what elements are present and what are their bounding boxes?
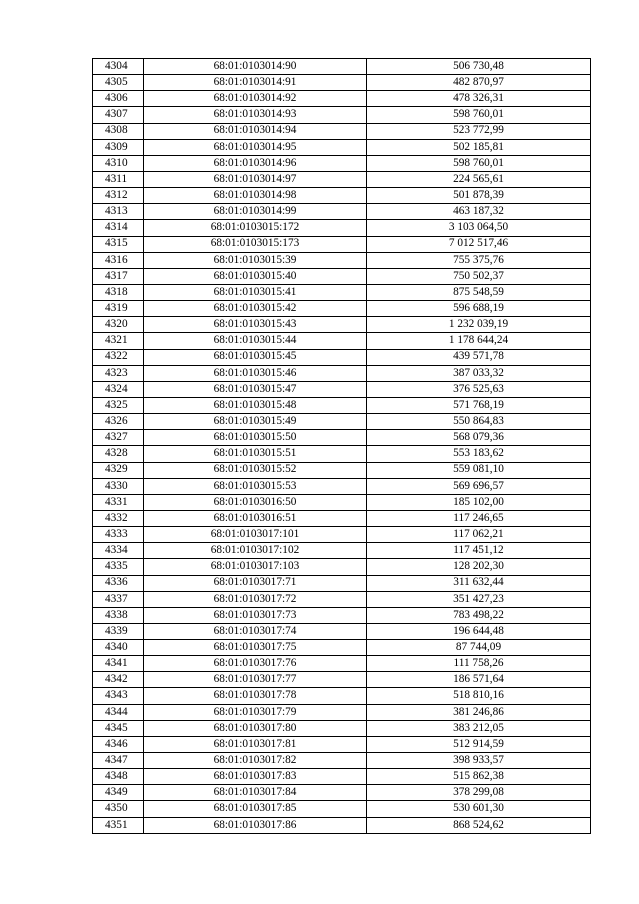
table-row (93, 381, 591, 397)
row-number-cell: 4325 (93, 397, 144, 413)
table-row (93, 736, 591, 752)
table-row (93, 801, 591, 817)
table-row (93, 640, 591, 656)
cadastral-value-cell: 530 601,30 (367, 801, 591, 817)
table-row (93, 720, 591, 736)
row-number-cell: 4329 (93, 462, 144, 478)
table-row (93, 236, 591, 252)
table-row (93, 446, 591, 462)
cadastral-number-cell: 68:01:0103015:172 (144, 220, 367, 236)
row-number-cell: 4309 (93, 139, 144, 155)
cadastral-number-cell: 68:01:0103017:102 (144, 543, 367, 559)
table-row (93, 527, 591, 543)
cadastral-number-cell: 68:01:0103014:91 (144, 75, 367, 91)
cadastral-value-cell: 383 212,05 (367, 720, 591, 736)
table-row (93, 252, 591, 268)
table-row (93, 478, 591, 494)
cadastral-value-cell: 351 427,23 (367, 591, 591, 607)
row-number-cell: 4338 (93, 607, 144, 623)
row-number-cell: 4327 (93, 430, 144, 446)
cadastral-value-cell: 478 326,31 (367, 91, 591, 107)
table-row (93, 220, 591, 236)
table-row (93, 559, 591, 575)
cadastral-number-cell: 68:01:0103014:97 (144, 171, 367, 187)
table-row (93, 769, 591, 785)
row-number-cell: 4311 (93, 171, 144, 187)
row-number-cell: 4310 (93, 155, 144, 171)
row-number-cell: 4324 (93, 381, 144, 397)
cadastral-number-cell: 68:01:0103015:39 (144, 252, 367, 268)
cadastral-value-cell: 196 644,48 (367, 623, 591, 639)
cadastral-value-cell: 376 525,63 (367, 381, 591, 397)
table-row (93, 494, 591, 510)
cadastral-value-cell: 186 571,64 (367, 672, 591, 688)
row-number-cell: 4322 (93, 349, 144, 365)
table-row (93, 139, 591, 155)
row-number-cell: 4339 (93, 623, 144, 639)
cadastral-value-cell: 3 103 064,50 (367, 220, 591, 236)
table-row (93, 188, 591, 204)
row-number-cell: 4318 (93, 284, 144, 300)
table-row (93, 430, 591, 446)
cadastral-value-cell: 550 864,83 (367, 414, 591, 430)
cadastral-value-cell: 398 933,57 (367, 753, 591, 769)
row-number-cell: 4351 (93, 817, 144, 833)
cadastral-value-cell: 185 102,00 (367, 494, 591, 510)
cadastral-value-cell: 482 870,97 (367, 75, 591, 91)
row-number-cell: 4340 (93, 640, 144, 656)
row-number-cell: 4328 (93, 446, 144, 462)
cadastral-number-cell: 68:01:0103017:74 (144, 623, 367, 639)
row-number-cell: 4348 (93, 769, 144, 785)
cadastral-value-cell: 598 760,01 (367, 107, 591, 123)
table-row (93, 817, 591, 833)
cadastral-number-cell: 68:01:0103014:90 (144, 59, 367, 75)
row-number-cell: 4314 (93, 220, 144, 236)
row-number-cell: 4333 (93, 527, 144, 543)
cadastral-number-cell: 68:01:0103015:43 (144, 317, 367, 333)
cadastral-value-cell: 568 079,36 (367, 430, 591, 446)
cadastral-number-cell: 68:01:0103017:79 (144, 704, 367, 720)
cadastral-value-cell: 559 081,10 (367, 462, 591, 478)
cadastral-number-cell: 68:01:0103014:98 (144, 188, 367, 204)
cadastral-number-cell: 68:01:0103017:73 (144, 607, 367, 623)
cadastral-value-cell: 224 565,61 (367, 171, 591, 187)
row-number-cell: 4304 (93, 59, 144, 75)
cadastral-number-cell: 68:01:0103017:103 (144, 559, 367, 575)
cadastral-value-cell: 523 772,99 (367, 123, 591, 139)
cadastral-number-cell: 68:01:0103017:72 (144, 591, 367, 607)
cadastral-value-cell: 1 178 644,24 (367, 333, 591, 349)
table-row (93, 414, 591, 430)
cadastral-number-cell: 68:01:0103015:52 (144, 462, 367, 478)
cadastral-number-cell: 68:01:0103015:48 (144, 397, 367, 413)
row-number-cell: 4307 (93, 107, 144, 123)
cadastral-number-cell: 68:01:0103017:86 (144, 817, 367, 833)
cadastral-value-cell: 515 862,38 (367, 769, 591, 785)
table-row (93, 91, 591, 107)
cadastral-value-cell: 506 730,48 (367, 59, 591, 75)
cadastral-number-cell: 68:01:0103014:94 (144, 123, 367, 139)
cadastral-number-cell: 68:01:0103014:95 (144, 139, 367, 155)
cadastral-value-cell: 512 914,59 (367, 736, 591, 752)
row-number-cell: 4349 (93, 785, 144, 801)
table-row (93, 688, 591, 704)
table-row (93, 204, 591, 220)
cadastral-number-cell: 68:01:0103016:51 (144, 510, 367, 526)
cadastral-value-cell: 875 548,59 (367, 284, 591, 300)
row-number-cell: 4305 (93, 75, 144, 91)
row-number-cell: 4308 (93, 123, 144, 139)
row-number-cell: 4336 (93, 575, 144, 591)
row-number-cell: 4334 (93, 543, 144, 559)
cadastral-value-cell: 117 246,65 (367, 510, 591, 526)
cadastral-value-cell: 439 571,78 (367, 349, 591, 365)
table-row (93, 268, 591, 284)
table-row (93, 575, 591, 591)
table-body (93, 59, 591, 834)
cadastral-value-cell: 501 878,39 (367, 188, 591, 204)
table-row (93, 623, 591, 639)
row-number-cell: 4313 (93, 204, 144, 220)
cadastral-number-cell: 68:01:0103017:101 (144, 527, 367, 543)
cadastral-number-cell: 68:01:0103015:50 (144, 430, 367, 446)
cadastral-number-cell: 68:01:0103017:75 (144, 640, 367, 656)
row-number-cell: 4350 (93, 801, 144, 817)
cadastral-value-cell: 111 758,26 (367, 656, 591, 672)
cadastral-value-cell: 87 744,09 (367, 640, 591, 656)
row-number-cell: 4321 (93, 333, 144, 349)
cadastral-number-cell: 68:01:0103015:53 (144, 478, 367, 494)
cadastral-number-cell: 68:01:0103017:80 (144, 720, 367, 736)
cadastral-value-cell: 378 299,08 (367, 785, 591, 801)
cadastral-number-cell: 68:01:0103015:42 (144, 301, 367, 317)
cadastral-value-cell: 755 375,76 (367, 252, 591, 268)
table-row (93, 785, 591, 801)
row-number-cell: 4341 (93, 656, 144, 672)
cadastral-number-cell: 68:01:0103017:82 (144, 753, 367, 769)
row-number-cell: 4332 (93, 510, 144, 526)
table-row (93, 301, 591, 317)
table-row (93, 397, 591, 413)
row-number-cell: 4331 (93, 494, 144, 510)
cadastral-value-cell: 381 246,86 (367, 704, 591, 720)
row-number-cell: 4330 (93, 478, 144, 494)
cadastral-value-table (92, 58, 591, 834)
row-number-cell: 4312 (93, 188, 144, 204)
row-number-cell: 4346 (93, 736, 144, 752)
cadastral-number-cell: 68:01:0103015:46 (144, 365, 367, 381)
table-row (93, 753, 591, 769)
table-row (93, 704, 591, 720)
table-row (93, 155, 591, 171)
cadastral-value-cell: 569 696,57 (367, 478, 591, 494)
cadastral-number-cell: 68:01:0103017:76 (144, 656, 367, 672)
cadastral-number-cell: 68:01:0103017:71 (144, 575, 367, 591)
cadastral-value-cell: 553 183,62 (367, 446, 591, 462)
row-number-cell: 4337 (93, 591, 144, 607)
table-row (93, 123, 591, 139)
cadastral-number-cell: 68:01:0103015:40 (144, 268, 367, 284)
cadastral-number-cell: 68:01:0103017:85 (144, 801, 367, 817)
table-row (93, 607, 591, 623)
cadastral-value-cell: 868 524,62 (367, 817, 591, 833)
row-number-cell: 4317 (93, 268, 144, 284)
table-row (93, 284, 591, 300)
table-row (93, 317, 591, 333)
cadastral-value-cell: 750 502,37 (367, 268, 591, 284)
table-row (93, 107, 591, 123)
row-number-cell: 4315 (93, 236, 144, 252)
cadastral-value-cell: 463 187,32 (367, 204, 591, 220)
row-number-cell: 4345 (93, 720, 144, 736)
table-row (93, 656, 591, 672)
cadastral-number-cell: 68:01:0103015:49 (144, 414, 367, 430)
table-row (93, 543, 591, 559)
cadastral-value-cell: 502 185,81 (367, 139, 591, 155)
cadastral-value-cell: 7 012 517,46 (367, 236, 591, 252)
cadastral-number-cell: 68:01:0103014:96 (144, 155, 367, 171)
table-row (93, 333, 591, 349)
row-number-cell: 4320 (93, 317, 144, 333)
cadastral-value-cell: 598 760,01 (367, 155, 591, 171)
cadastral-number-cell: 68:01:0103016:50 (144, 494, 367, 510)
cadastral-number-cell: 68:01:0103017:77 (144, 672, 367, 688)
cadastral-value-cell: 596 688,19 (367, 301, 591, 317)
cadastral-value-cell: 117 062,21 (367, 527, 591, 543)
cadastral-number-cell: 68:01:0103017:81 (144, 736, 367, 752)
table-row (93, 672, 591, 688)
cadastral-number-cell: 68:01:0103014:92 (144, 91, 367, 107)
cadastral-number-cell: 68:01:0103015:47 (144, 381, 367, 397)
table-row (93, 59, 591, 75)
row-number-cell: 4335 (93, 559, 144, 575)
row-number-cell: 4326 (93, 414, 144, 430)
cadastral-value-cell: 783 498,22 (367, 607, 591, 623)
table-row (93, 462, 591, 478)
cadastral-value-cell: 1 232 039,19 (367, 317, 591, 333)
row-number-cell: 4323 (93, 365, 144, 381)
table-row (93, 365, 591, 381)
row-number-cell: 4319 (93, 301, 144, 317)
cadastral-number-cell: 68:01:0103015:44 (144, 333, 367, 349)
cadastral-number-cell: 68:01:0103015:173 (144, 236, 367, 252)
row-number-cell: 4343 (93, 688, 144, 704)
row-number-cell: 4316 (93, 252, 144, 268)
row-number-cell: 4347 (93, 753, 144, 769)
cadastral-value-cell: 518 810,16 (367, 688, 591, 704)
row-number-cell: 4306 (93, 91, 144, 107)
row-number-cell: 4344 (93, 704, 144, 720)
cadastral-number-cell: 68:01:0103015:41 (144, 284, 367, 300)
cadastral-number-cell: 68:01:0103014:93 (144, 107, 367, 123)
cadastral-value-cell: 311 632,44 (367, 575, 591, 591)
cadastral-number-cell: 68:01:0103017:78 (144, 688, 367, 704)
cadastral-number-cell: 68:01:0103015:51 (144, 446, 367, 462)
cadastral-number-cell: 68:01:0103015:45 (144, 349, 367, 365)
cadastral-number-cell: 68:01:0103017:83 (144, 769, 367, 785)
row-number-cell: 4342 (93, 672, 144, 688)
table-row (93, 75, 591, 91)
cadastral-number-cell: 68:01:0103017:84 (144, 785, 367, 801)
table-row (93, 171, 591, 187)
cadastral-value-cell: 128 202,30 (367, 559, 591, 575)
cadastral-value-cell: 387 033,32 (367, 365, 591, 381)
table-row (93, 349, 591, 365)
cadastral-number-cell: 68:01:0103014:99 (144, 204, 367, 220)
cadastral-value-cell: 117 451,12 (367, 543, 591, 559)
table-row (93, 591, 591, 607)
cadastral-value-cell: 571 768,19 (367, 397, 591, 413)
table-row (93, 510, 591, 526)
